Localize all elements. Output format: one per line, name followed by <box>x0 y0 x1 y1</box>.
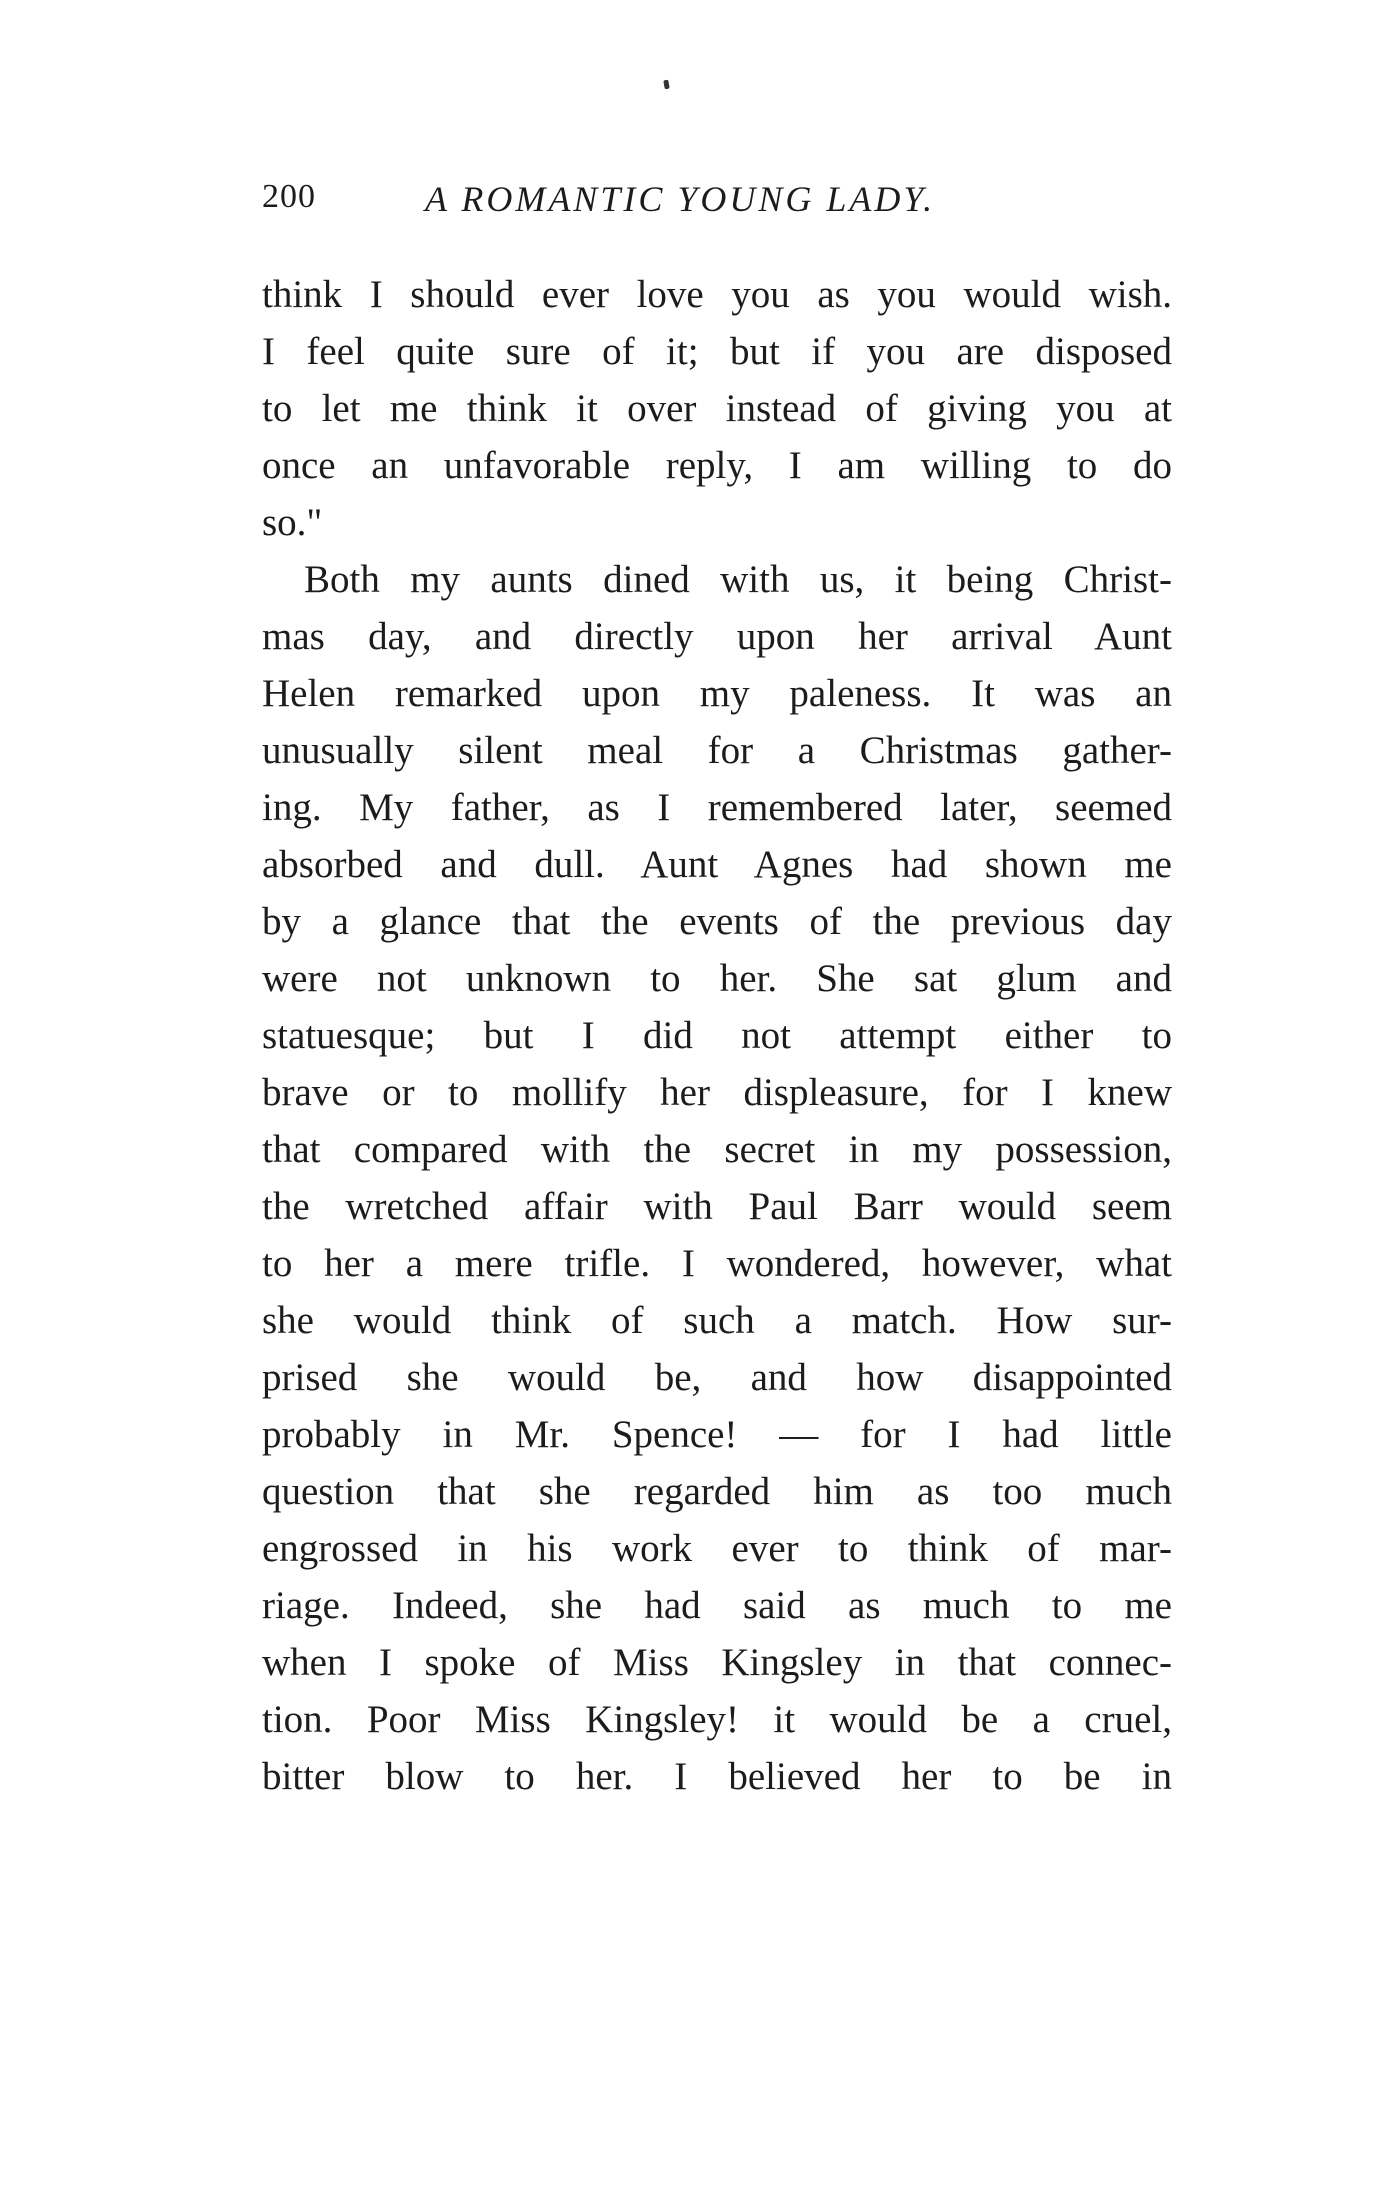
text-line: the wretched affair with Paul Barr would seem <box>262 1185 1172 1228</box>
text-line: question that she regarded him as too much <box>262 1470 1172 1513</box>
text-line: prised she would be, and how disappointed <box>262 1356 1172 1399</box>
text-line: unusually silent meal for a Christmas gather- <box>262 729 1172 772</box>
text-line: so." <box>262 501 323 544</box>
text-line: tion. Poor Miss Kingsley! it would be a cruel, <box>262 1698 1172 1741</box>
ink-speck <box>663 80 669 90</box>
text-line: to let me think it over instead of giving you at <box>262 387 1172 430</box>
text-line: by a glance that the events of the previous day <box>262 900 1172 943</box>
text-line: brave or to mollify her displeasure, for I knew <box>262 1071 1172 1114</box>
text-line: when I spoke of Miss Kingsley in that connec- <box>262 1641 1172 1684</box>
paragraph-start-line: Both my aunts dined with us, it being Christ- <box>304 558 1172 601</box>
text-line: engrossed in his work ever to think of mar- <box>262 1527 1172 1570</box>
text-line: Helen remarked upon my paleness. It was an <box>262 672 1172 715</box>
running-title: A ROMANTIC YOUNG LADY. <box>425 179 936 219</box>
text-line: were not unknown to her. She sat glum and <box>262 957 1172 1000</box>
page-number: 200 <box>262 178 316 215</box>
text-line: once an unfavorable reply, I am willing to do <box>262 444 1172 487</box>
text-line: ing. My father, as I remembered later, seemed <box>262 786 1172 829</box>
text-line: she would think of such a match. How sur- <box>262 1299 1172 1342</box>
text-line: I feel quite sure of it; but if you are disposed <box>262 330 1172 373</box>
text-line: statuesque; but I did not attempt either to <box>262 1014 1172 1057</box>
text-line: probably in Mr. Spence! — for I had little <box>262 1413 1172 1456</box>
text-line: absorbed and dull. Aunt Agnes had shown me <box>262 843 1172 886</box>
text-line: bitter blow to her. I believed her to be in <box>262 1755 1172 1798</box>
text-line: think I should ever love you as you would wish. <box>262 273 1172 316</box>
running-head <box>262 178 1132 228</box>
text-line: to her a mere trifle. I wondered, however, what <box>262 1242 1172 1285</box>
text-line: that compared with the secret in my possession, <box>262 1128 1172 1171</box>
text-line: mas day, and directly upon her arrival Aunt <box>262 615 1172 658</box>
text-line: riage. Indeed, she had said as much to me <box>262 1584 1172 1627</box>
